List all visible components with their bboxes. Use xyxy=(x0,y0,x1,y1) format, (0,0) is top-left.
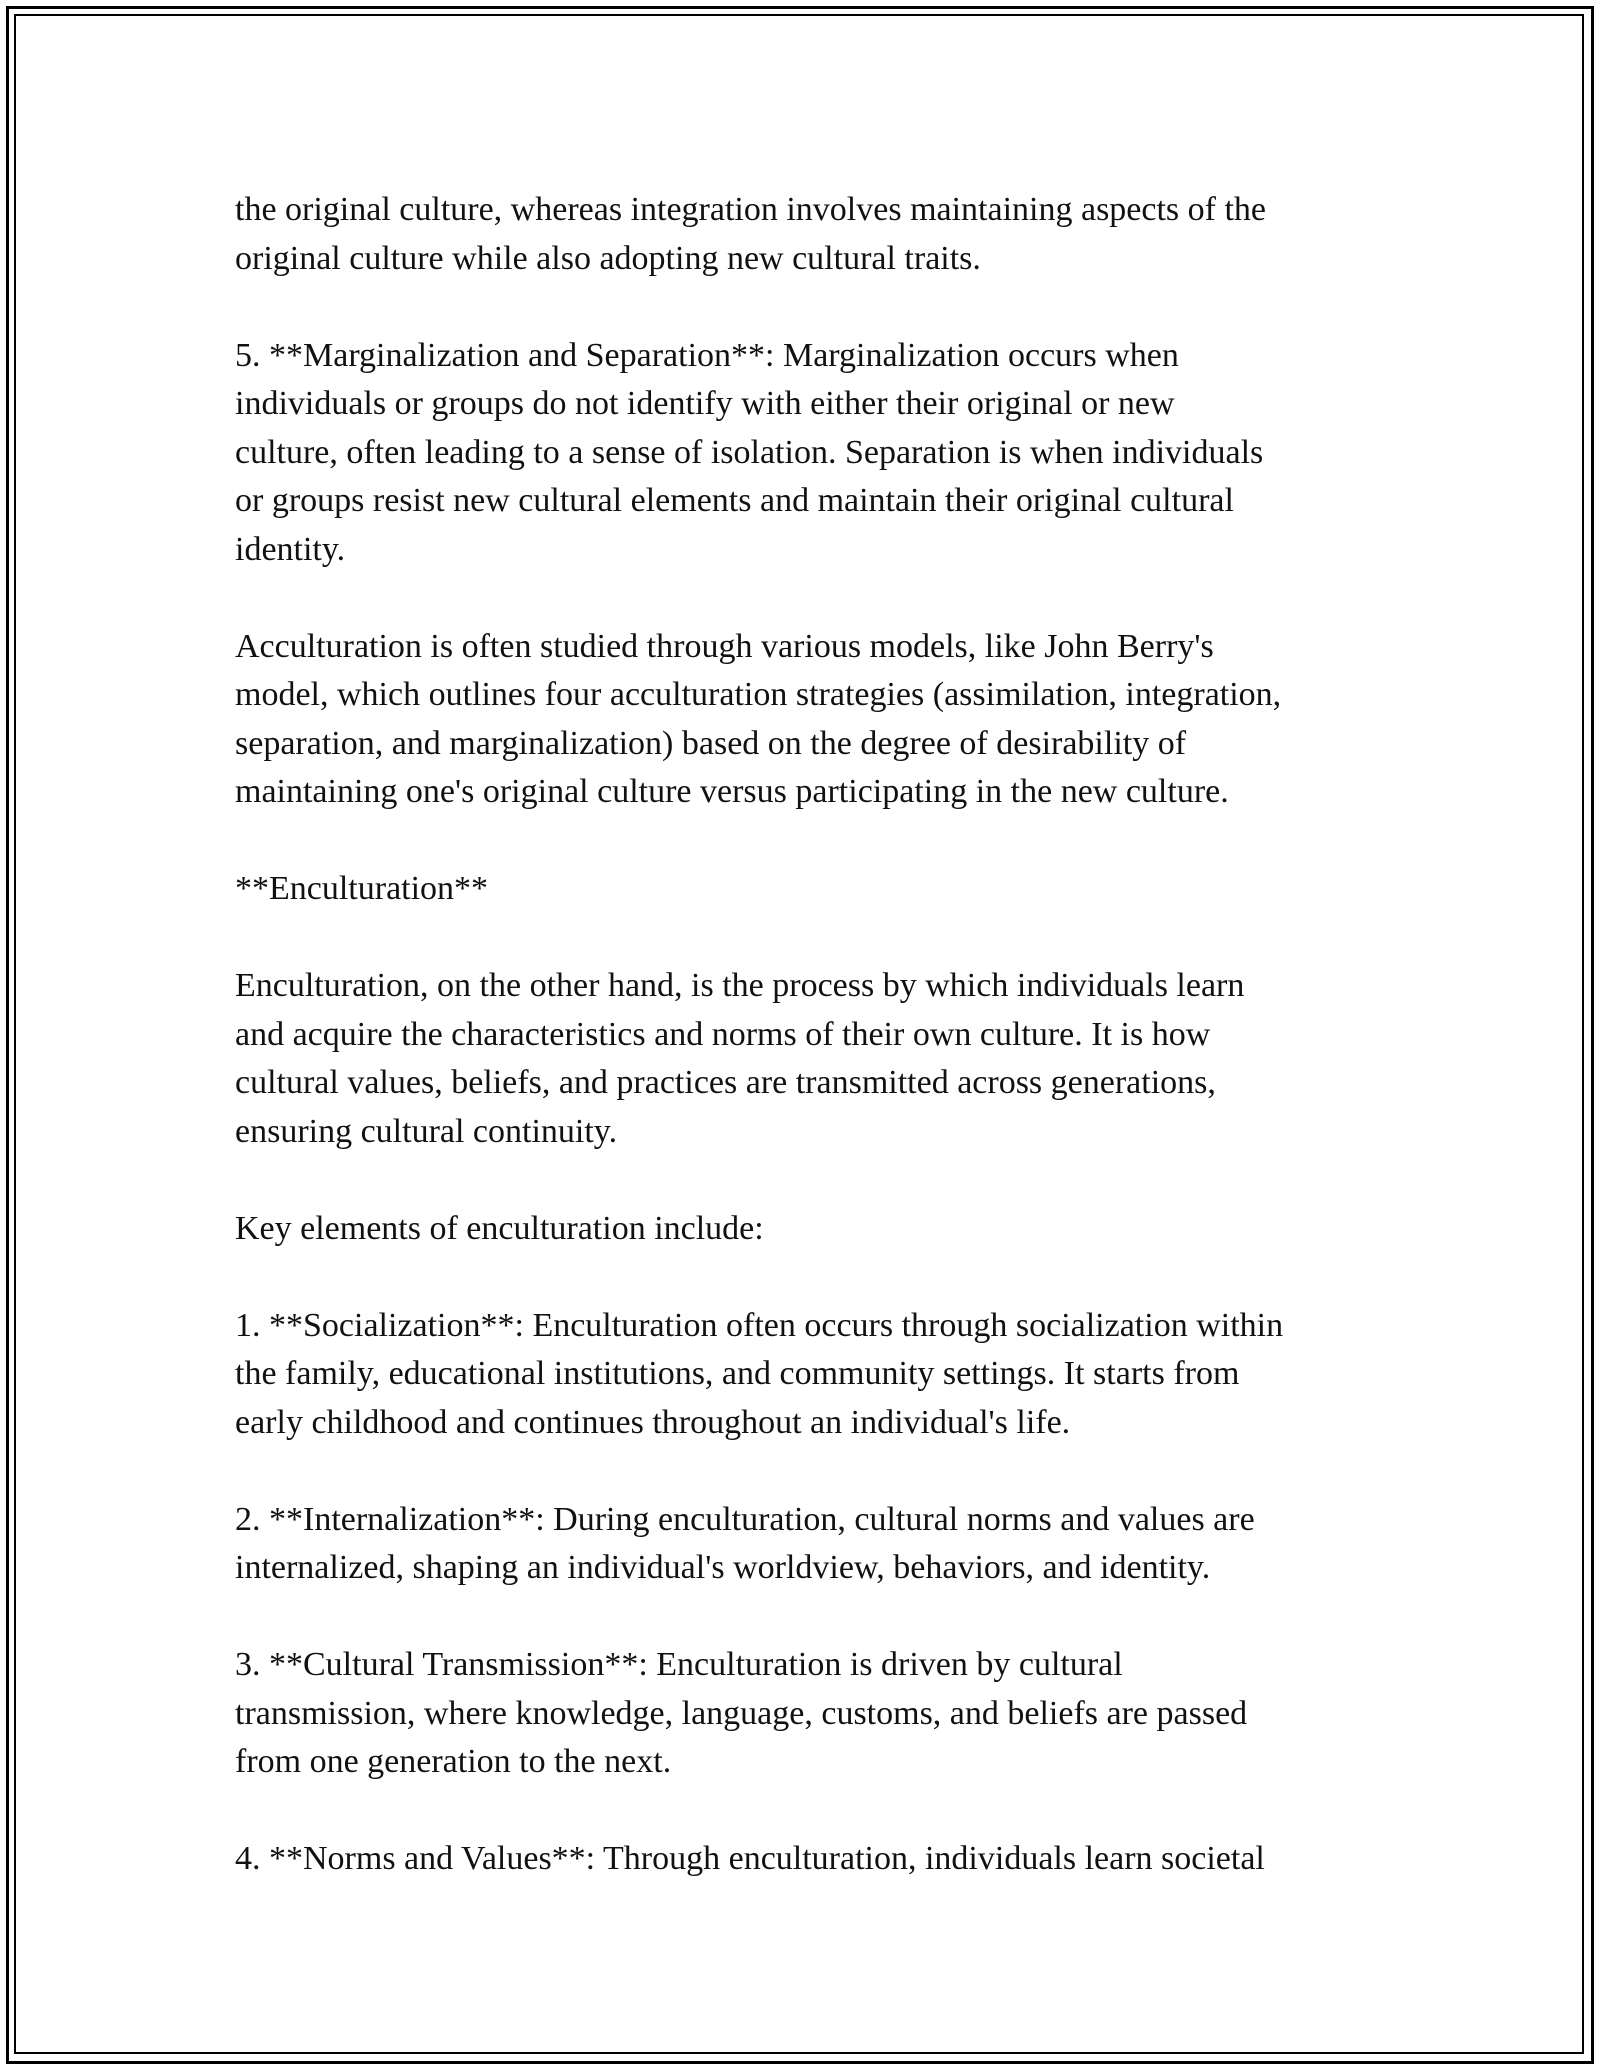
text-line: 2. **Internalization**: During enculturation, cultural norms and values are xyxy=(235,1500,1255,1538)
list-item-cultural-transmission xyxy=(235,1641,1385,1787)
text-line: separation, and marginalization) based on the degree of desirability of xyxy=(235,724,1187,762)
text-line: early childhood and continues throughout an individual's life. xyxy=(235,1403,1071,1441)
text-line: cultural values, beliefs, and practices are transmitted across generations, xyxy=(235,1064,1216,1101)
text-line: transmission, where knowledge, language, customs, and beliefs are passed xyxy=(235,1694,1248,1732)
text-line: maintaining one's original culture versus participating in the new culture. xyxy=(235,773,1229,810)
text-line: internalized, shaping an individual's worldview, behaviors, and identity. xyxy=(235,1549,1211,1586)
paragraph-integration-continuation xyxy=(235,186,1385,283)
text-line: model, which outlines four acculturation strategies (assimilation, integration, xyxy=(235,676,1282,713)
paragraph-enculturation-definition xyxy=(235,962,1385,1156)
text-line: or groups resist new cultural elements and maintain their original cultural xyxy=(235,482,1234,519)
paragraph-marginalization-separation xyxy=(235,332,1385,575)
text-line: 5. **Marginalization and Separation**: Marginalization occurs when xyxy=(235,336,1179,374)
text-line: identity. xyxy=(235,530,346,568)
text-line: individuals or groups do not identify with either their original or new xyxy=(235,385,1175,422)
text-line: Acculturation is often studied through various models, like John Berry's xyxy=(235,627,1214,665)
text-line: ensuring cultural continuity. xyxy=(235,1112,618,1150)
heading-enculturation xyxy=(235,865,1385,914)
text-line: Enculturation, on the other hand, is the process by which individuals learn xyxy=(235,967,1245,1004)
text-line: the family, educational institutions, and community settings. It starts from xyxy=(235,1355,1240,1392)
text-line: from one generation to the next. xyxy=(235,1743,672,1780)
text-line: original culture while also adopting new cultural traits. xyxy=(235,239,981,277)
list-item-socialization xyxy=(235,1302,1385,1448)
text-line: 4. **Norms and Values**: Through enculturation, individuals learn societal xyxy=(235,1840,1265,1877)
text-line: 3. **Cultural Transmission**: Enculturation is driven by cultural xyxy=(235,1646,1123,1683)
paragraph-acculturation-models xyxy=(235,623,1385,817)
list-item-norms-values xyxy=(235,1835,1385,1884)
list-item-internalization xyxy=(235,1496,1385,1593)
text-line: the original culture, whereas integration involves maintaining aspects of the xyxy=(235,191,1267,228)
text-line: and acquire the characteristics and norms of their own culture. It is how xyxy=(235,1015,1211,1053)
text-line: 1. **Socialization**: Enculturation often occurs through socialization within xyxy=(235,1306,1284,1344)
text-line: **Enculturation** xyxy=(235,870,489,907)
text-line: culture, often leading to a sense of isolation. Separation is when individuals xyxy=(235,433,1264,471)
document-body xyxy=(235,186,1385,1884)
text-line: Key elements of enculturation include: xyxy=(235,1209,764,1247)
paragraph-key-elements-intro xyxy=(235,1205,1385,1254)
